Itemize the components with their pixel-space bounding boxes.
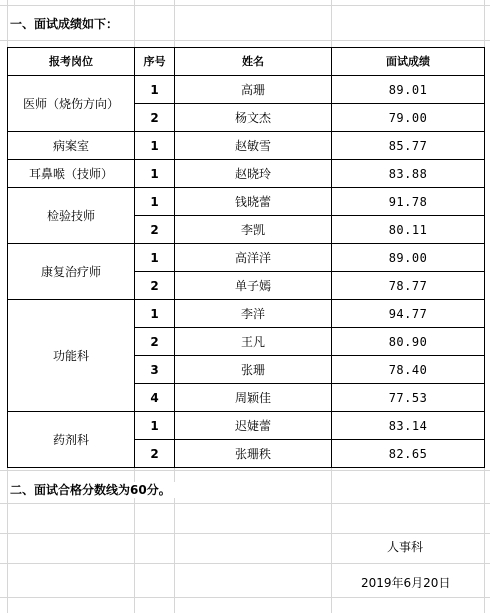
position-cell: 功能科 [8, 300, 135, 412]
position-cell: 病案室 [8, 132, 135, 160]
table-row [8, 76, 485, 104]
score-cell: 78.40 [332, 356, 485, 384]
table-body [8, 76, 485, 468]
name-cell: 杨文杰 [175, 104, 332, 132]
number-cell: 1 [135, 76, 175, 104]
name-cell: 李洋 [175, 300, 332, 328]
name-cell: 王凡 [175, 328, 332, 356]
number-cell: 1 [135, 160, 175, 188]
position-cell: 药剂科 [8, 412, 135, 468]
number-cell: 1 [135, 300, 175, 328]
position-cell: 耳鼻喉（技师） [8, 160, 135, 188]
position-cell: 医师（烧伤方向） [8, 76, 135, 132]
number-cell: 1 [135, 412, 175, 440]
number-cell: 1 [135, 188, 175, 216]
position-cell: 检验技师 [8, 188, 135, 244]
number-cell: 2 [135, 328, 175, 356]
table-row [8, 412, 485, 440]
name-cell: 高珊 [175, 76, 332, 104]
score-cell: 80.90 [332, 328, 485, 356]
table-row [8, 160, 485, 188]
table-row [8, 244, 485, 272]
interview-score-table [7, 47, 485, 468]
name-cell: 张珊 [175, 356, 332, 384]
score-cell: 82.65 [332, 440, 485, 468]
document-date: 2019年6月20日 [361, 576, 451, 590]
score-cell: 80.11 [332, 216, 485, 244]
number-cell: 2 [135, 104, 175, 132]
score-cell: 83.88 [332, 160, 485, 188]
table-header-row [8, 48, 485, 76]
score-cell: 91.78 [332, 188, 485, 216]
name-cell: 赵晓玲 [175, 160, 332, 188]
score-cell: 77.53 [332, 384, 485, 412]
number-cell: 2 [135, 440, 175, 468]
name-cell: 赵敏雪 [175, 132, 332, 160]
name-cell: 周颖佳 [175, 384, 332, 412]
name-cell: 张珊秩 [175, 440, 332, 468]
section-1-title: 一、面试成绩如下： [10, 16, 122, 32]
table-row [8, 188, 485, 216]
header-score: 面试成绩 [332, 48, 485, 76]
section-2-title: 二、面试合格分数线为60分。 [10, 482, 175, 498]
number-cell: 1 [135, 244, 175, 272]
number-cell: 1 [135, 132, 175, 160]
score-cell: 85.77 [332, 132, 485, 160]
department-name: 人事科 [387, 540, 424, 554]
score-cell: 79.00 [332, 104, 485, 132]
table-row [8, 132, 485, 160]
number-cell: 4 [135, 384, 175, 412]
header-position: 报考岗位 [8, 48, 135, 76]
header-name: 姓名 [175, 48, 332, 76]
score-cell: 89.00 [332, 244, 485, 272]
name-cell: 迟婕蕾 [175, 412, 332, 440]
score-cell: 89.01 [332, 76, 485, 104]
number-cell: 3 [135, 356, 175, 384]
header-number: 序号 [135, 48, 175, 76]
name-cell: 高洋洋 [175, 244, 332, 272]
table-row [8, 300, 485, 328]
position-cell: 康复治疗师 [8, 244, 135, 300]
score-cell: 78.77 [332, 272, 485, 300]
score-cell: 83.14 [332, 412, 485, 440]
name-cell: 钱晓蕾 [175, 188, 332, 216]
name-cell: 单子嫣 [175, 272, 332, 300]
number-cell: 2 [135, 272, 175, 300]
number-cell: 2 [135, 216, 175, 244]
name-cell: 李凯 [175, 216, 332, 244]
score-cell: 94.77 [332, 300, 485, 328]
